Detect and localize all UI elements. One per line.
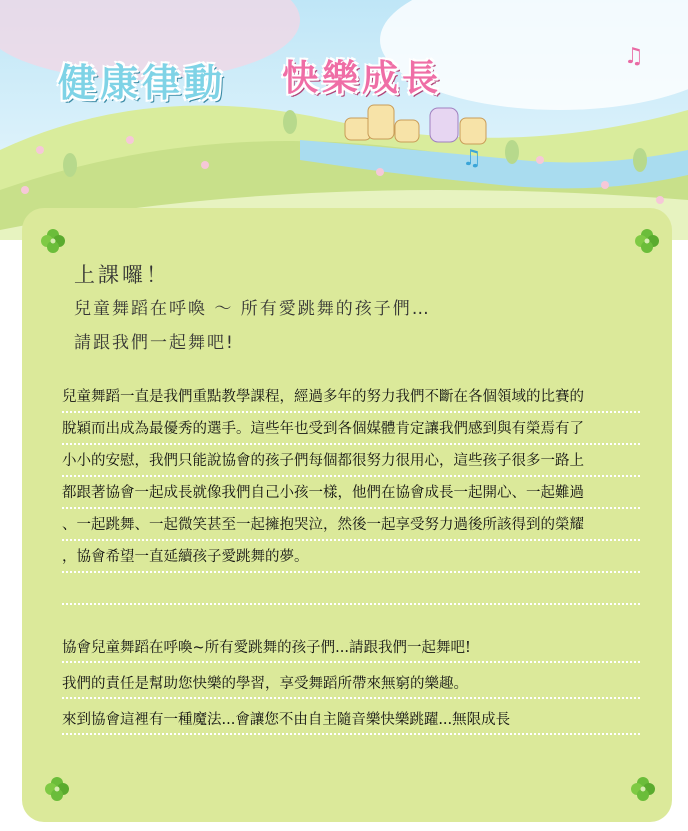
dotted-divider — [62, 575, 640, 605]
clover-icon — [632, 226, 662, 256]
landscape-illustration — [0, 0, 688, 240]
clover-icon — [628, 774, 658, 804]
body-paragraph — [62, 383, 640, 607]
clover-icon — [38, 226, 68, 256]
header-banner — [0, 0, 688, 240]
slogan-block — [62, 635, 640, 743]
clover-icon — [42, 774, 72, 804]
body-line: 兒童舞蹈一直是我們重點教學課程，經過多年的努力我們不斷在各個領域的比賽的 — [62, 383, 640, 413]
intro-line-3: 請跟我們一起舞吧! — [74, 333, 235, 353]
body-line: 脫穎而出成為最優秀的選手。這些年也受到各個媒體肯定讓我們感到與有榮焉有了 — [62, 415, 640, 445]
music-note-icon: ♫ — [624, 44, 644, 69]
slogan-line: 來到協會這裡有一種魔法...會讓您不由自主隨音樂快樂跳躍...無限成長 — [62, 707, 640, 735]
body-line: 都跟著協會一起成長就像我們自己小孩一樣，他們在協會成長一起開心、一起難過 — [62, 479, 640, 509]
music-note-icon: ♫ — [462, 146, 482, 171]
body-line: 、一起跳舞、一起微笑甚至一起擁抱哭泣，然後一起享受努力過後所該得到的榮耀 — [62, 511, 640, 541]
slogan-line: 協會兒童舞蹈在呼喚~所有愛跳舞的孩子們...請跟我們一起舞吧! — [62, 635, 640, 663]
intro-line-2: 兒童舞蹈在呼喚 ～ 所有愛跳舞的孩子們… — [74, 299, 431, 319]
slogan-line: 我們的責任是幫助您快樂的學習，享受舞蹈所帶來無窮的樂趣。 — [62, 671, 640, 699]
banner-title-main: 健康律動 — [58, 61, 227, 105]
body-line: ，協會希望一直延續孩子愛跳舞的夢。 — [62, 543, 640, 573]
body-line: 小小的安慰，我們只能說協會的孩子們每個都很努力很用心，這些孩子很多一路上 — [62, 447, 640, 477]
intro-heading — [74, 258, 634, 360]
intro-line-1: 上課囉！ — [74, 263, 170, 287]
banner-title-sub: 快樂成長 — [282, 58, 443, 99]
